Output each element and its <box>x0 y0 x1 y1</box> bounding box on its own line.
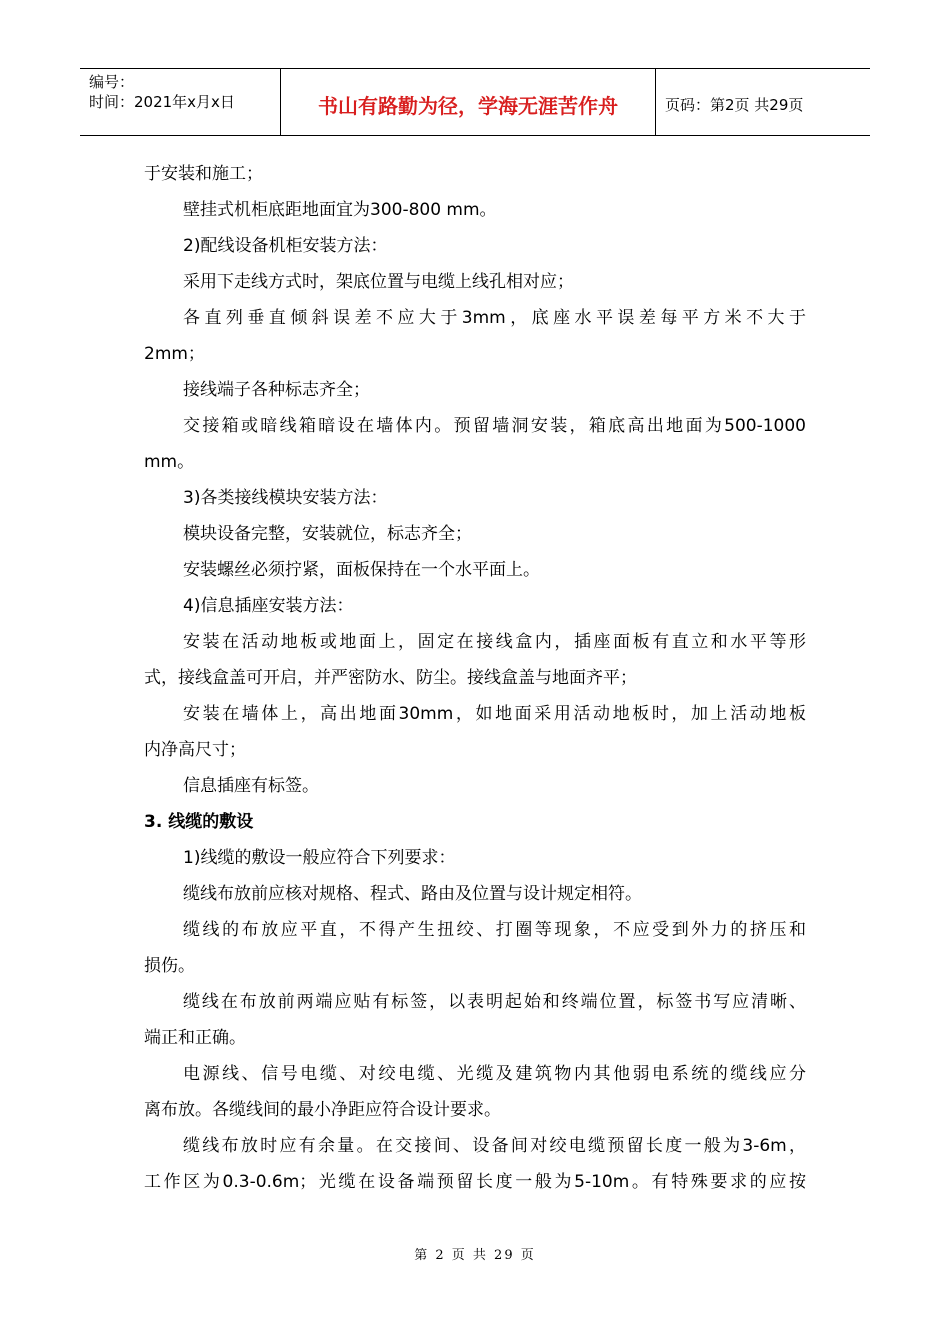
body-line: 损伤。 <box>144 956 195 976</box>
body-line: 电源线、信号电缆、对绞电缆、光缆及建筑物内其他弱电系统的缆线应分 <box>183 1064 806 1084</box>
motto-cell <box>281 69 656 135</box>
body-line: 3)各类接线模块安装方法： <box>183 488 388 508</box>
body-line: 交接箱或暗线箱暗设在墙体内。预留墙洞安装，箱底高出地面为500-1000 <box>183 416 806 436</box>
body-line: 缆线布放前应核对规格、程式、路由及位置与设计规定相符。 <box>183 884 642 904</box>
body-line: 内净高尺寸； <box>144 740 246 760</box>
body-line: 1)线缆的敷设一般应符合下列要求： <box>183 848 456 868</box>
body-line: 于安装和施工； <box>144 164 263 184</box>
body-line: 4)信息插座安装方法： <box>183 596 354 616</box>
body-line: 离布放。各缆线间的最小净距应符合设计要求。 <box>144 1100 501 1120</box>
body-line: 式，接线盒盖可开启，并严密防水、防尘。接线盒盖与地面齐平； <box>144 668 637 688</box>
body-line: 接线端子各种标志齐全； <box>183 380 370 400</box>
body-line: 工作区为0.3-0.6m；光缆在设备端预留长度一般为5-10m。有特殊要求的应按 <box>144 1172 806 1192</box>
body-line: 采用下走线方式时，架底位置与电缆上线孔相对应； <box>183 272 574 292</box>
date-label: 时间：2021年x月x日 <box>89 93 235 111</box>
body-line: 缆线在布放前两端应贴有标签，以表明起始和终端位置，标签书写应清晰、 <box>183 992 806 1012</box>
header-table <box>80 68 870 136</box>
body-line: 2mm； <box>144 344 205 364</box>
body-line: 信息插座有标签。 <box>183 776 319 796</box>
body-line: mm。 <box>144 452 195 472</box>
body-line: 壁挂式机柜底距地面宜为300-800 mm。 <box>183 200 497 220</box>
document-body <box>144 156 806 1200</box>
body-line: 模块设备完整，安装就位，标志齐全； <box>183 524 472 544</box>
header-left-cell <box>80 69 281 135</box>
body-line: 安装在活动地板或地面上，固定在接线盒内，插座面板有直立和水平等形 <box>183 632 806 652</box>
section-heading: 3. 线缆的敷设 <box>144 812 254 832</box>
page-label: 页码：第2页 共29页 <box>665 95 804 114</box>
motto-text: 书山有路勤为径，学海无涯苦作舟 <box>318 93 618 118</box>
body-line: 各直列垂直倾斜误差不应大于3mm，底座水平误差每平方米不大于 <box>183 308 806 328</box>
body-line: 安装螺丝必须拧紧，面板保持在一个水平面上。 <box>183 560 540 580</box>
page-footer: 第 2 页 共 29 页 <box>414 1248 536 1263</box>
page-label-cell <box>656 69 870 135</box>
number-label: 编号： <box>89 73 135 91</box>
body-line: 缆线的布放应平直，不得产生扭绞、打圈等现象，不应受到外力的挤压和 <box>183 920 806 940</box>
body-line: 安装在墙体上，高出地面30mm，如地面采用活动地板时，加上活动地板 <box>183 704 806 724</box>
body-line: 端正和正确。 <box>144 1028 246 1048</box>
body-line: 缆线布放时应有余量。在交接间、设备间对绞电缆预留长度一般为3-6m， <box>183 1136 806 1156</box>
body-line: 2)配线设备机柜安装方法： <box>183 236 388 256</box>
